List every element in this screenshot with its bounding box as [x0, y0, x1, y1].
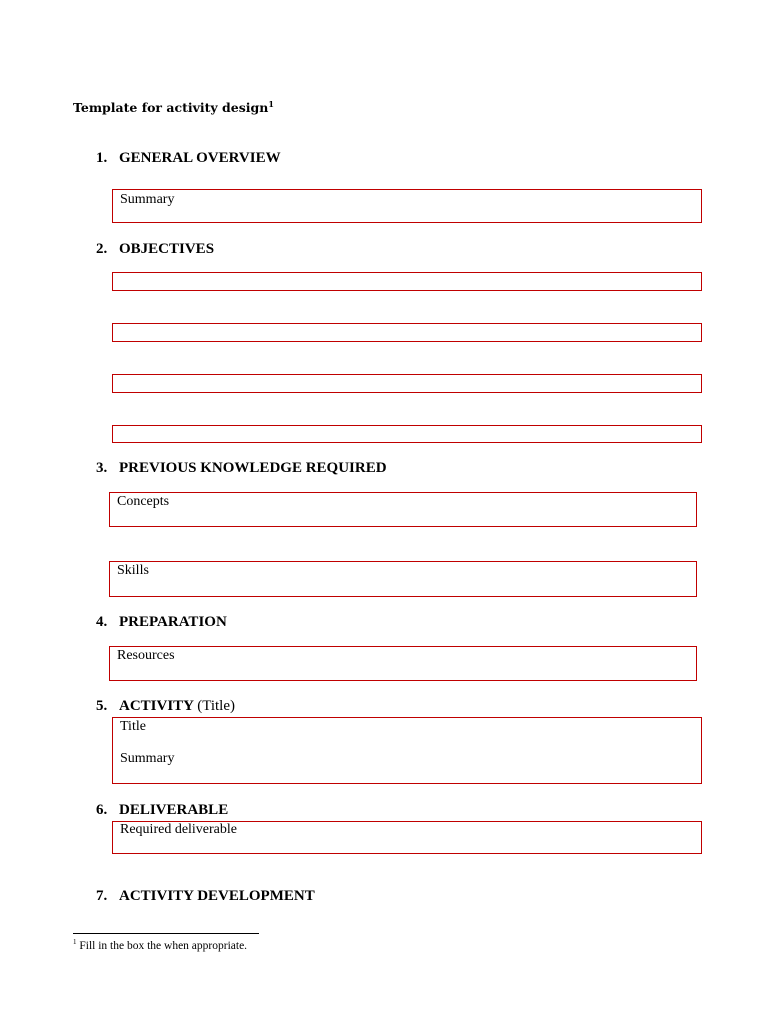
footnote-text: Fill in the box the when appropriate.: [79, 940, 248, 952]
deliverable-box[interactable]: [112, 821, 702, 854]
concepts-box[interactable]: [109, 492, 697, 527]
section-heading-preparation: 4. PREPARATION: [96, 614, 227, 630]
section-heading-activity: 5. ACTIVITY (Title): [96, 698, 236, 714]
overview-summary-box[interactable]: [112, 189, 702, 223]
concepts-label: Concepts: [117, 494, 170, 509]
document-title: [73, 100, 274, 115]
activity-title-label: Title: [120, 719, 146, 734]
objective-box-4[interactable]: [112, 425, 702, 443]
objective-box-1[interactable]: [112, 272, 702, 291]
section-heading-activity-development: 7. ACTIVITY DEVELOPMENT: [96, 888, 315, 904]
skills-box[interactable]: [109, 561, 697, 597]
deliverable-label: Required deliverable: [120, 822, 238, 837]
resources-box[interactable]: [109, 646, 697, 681]
resources-label: Resources: [117, 648, 175, 663]
footnote-separator: [73, 933, 259, 934]
objective-box-3[interactable]: [112, 374, 702, 393]
section-heading-general-overview: 1. GENERAL OVERVIEW: [96, 150, 281, 166]
overview-summary-label: Summary: [120, 192, 175, 207]
skills-label: Skills: [117, 563, 149, 578]
footnote-ref: 1: [268, 98, 274, 109]
activity-summary-label: Summary: [120, 751, 175, 766]
activity-box[interactable]: [112, 717, 702, 784]
footnote: [73, 940, 247, 952]
document-title-text: Template for activity design: [73, 100, 269, 115]
footnote-number: 1: [73, 938, 77, 947]
objective-box-2[interactable]: [112, 323, 702, 342]
section-heading-previous-knowledge: 3. PREVIOUS KNOWLEDGE REQUIRED: [96, 460, 387, 476]
section-heading-objectives: 2. OBJECTIVES: [96, 241, 215, 257]
section-heading-deliverable: 6. DELIVERABLE: [96, 802, 229, 818]
